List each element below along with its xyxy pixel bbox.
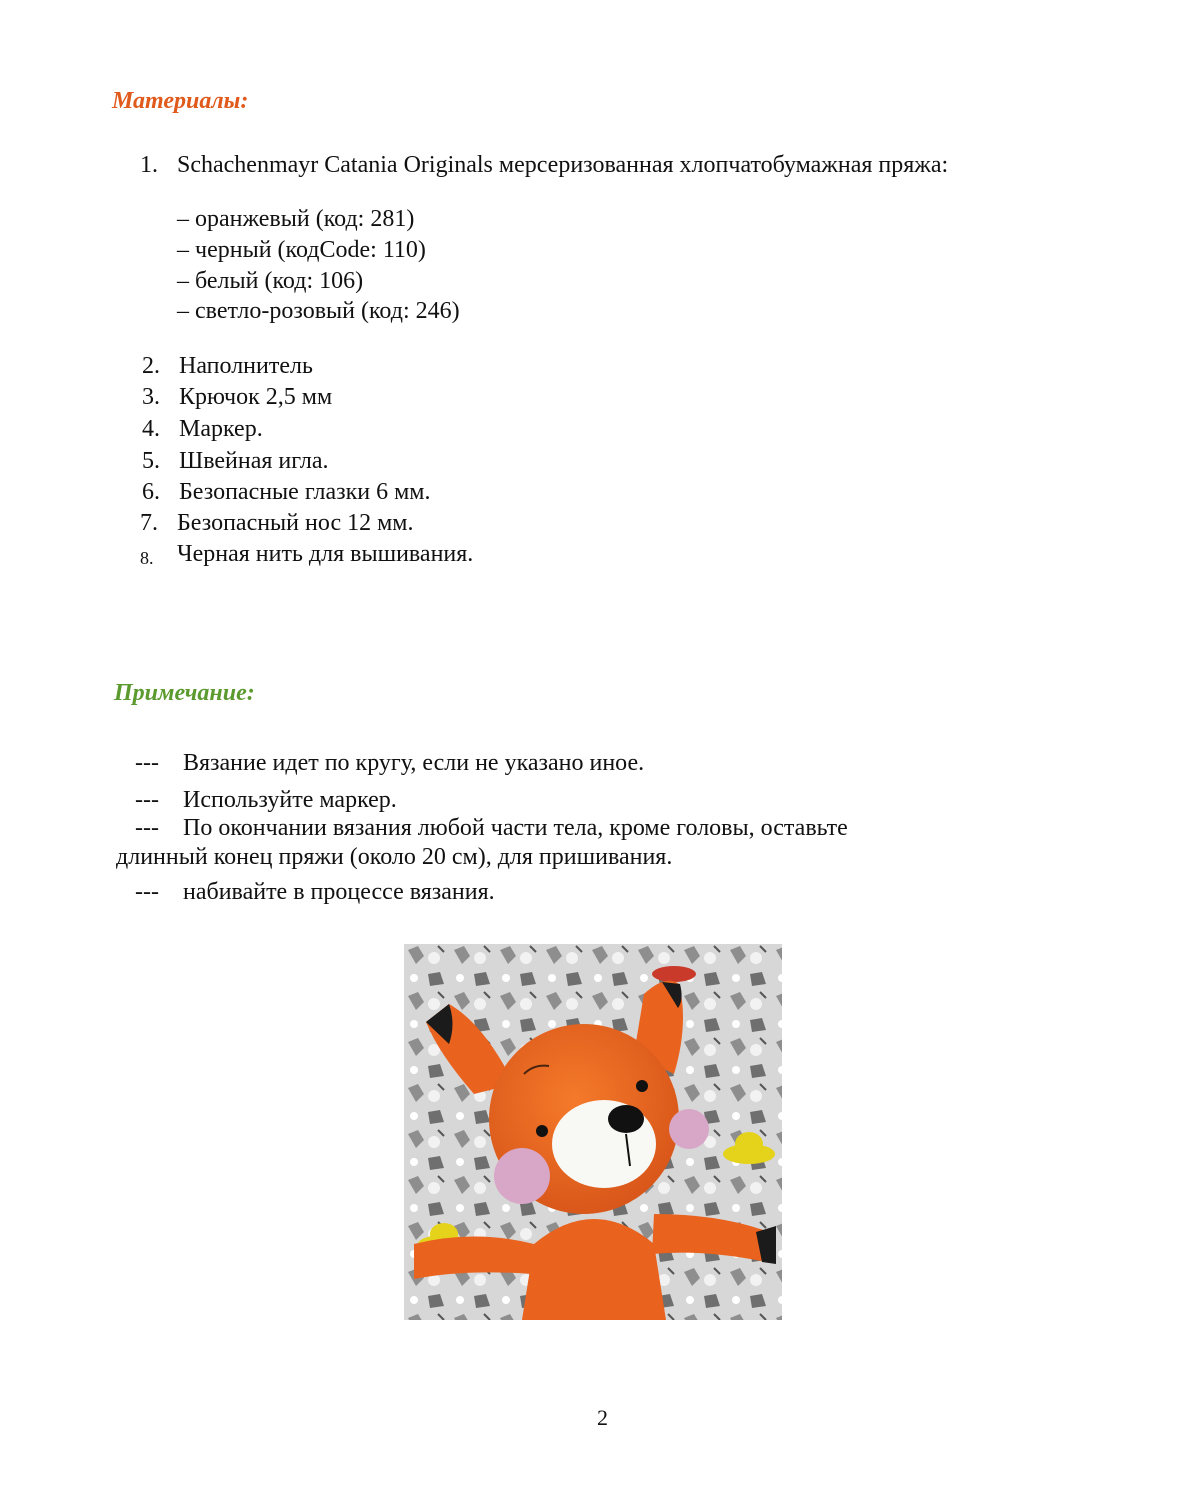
- note-line: Вязание идет по кругу, если не указано иное.: [183, 750, 645, 776]
- note-line: набивайте в процессе вязания.: [183, 879, 495, 905]
- list-item-number: 8.: [140, 548, 154, 568]
- list-item-number: 7.: [140, 510, 158, 536]
- note-line: Используйте маркер.: [183, 787, 397, 813]
- note-line-continuation: длинный конец пряжи (около 20 см), для пришивания.: [116, 844, 673, 870]
- list-item: Черная нить для вышивания.: [177, 541, 474, 567]
- yarn-color-white: – белый (код: 106): [177, 268, 364, 294]
- materials-heading: Материалы:: [112, 88, 249, 114]
- list-item: Маркер.: [179, 416, 263, 442]
- fox-toy-photo: [404, 944, 782, 1320]
- note-heading: Примечание:: [114, 680, 255, 706]
- list-item: Наполнитель: [179, 353, 313, 379]
- yarn-color-black: – черный (кодCode: 110): [177, 237, 426, 263]
- list-item-number: 5.: [142, 448, 160, 474]
- list-item: Безопасный нос 12 мм.: [177, 510, 414, 536]
- yarn-color-orange: – оранжевый (код: 281): [177, 206, 415, 232]
- list-item: Безопасные глазки 6 мм.: [179, 479, 431, 505]
- list-item: Швейная игла.: [179, 448, 329, 474]
- yarn-item: Schachenmayr Catania Originals мерсеризованная хлопчатобумажная пряжа:: [177, 152, 949, 178]
- list-item-number: 4.: [142, 416, 160, 442]
- list-item-number: 3.: [142, 384, 160, 410]
- list-item-number: 2.: [142, 353, 160, 379]
- list-item: Крючок 2,5 мм: [179, 384, 333, 410]
- list-item-number: 6.: [142, 479, 160, 505]
- note-dash: ---: [135, 879, 159, 905]
- note-dash: ---: [135, 815, 159, 841]
- page-number: 2: [597, 1405, 608, 1430]
- yarn-color-pink: – светло-розовый (код: 246): [177, 298, 460, 324]
- note-dash: ---: [135, 750, 159, 776]
- list-item-number: 1.: [140, 152, 158, 178]
- note-dash: ---: [135, 787, 159, 813]
- note-line: По окончании вязания любой части тела, кроме головы, оставьте: [183, 815, 848, 841]
